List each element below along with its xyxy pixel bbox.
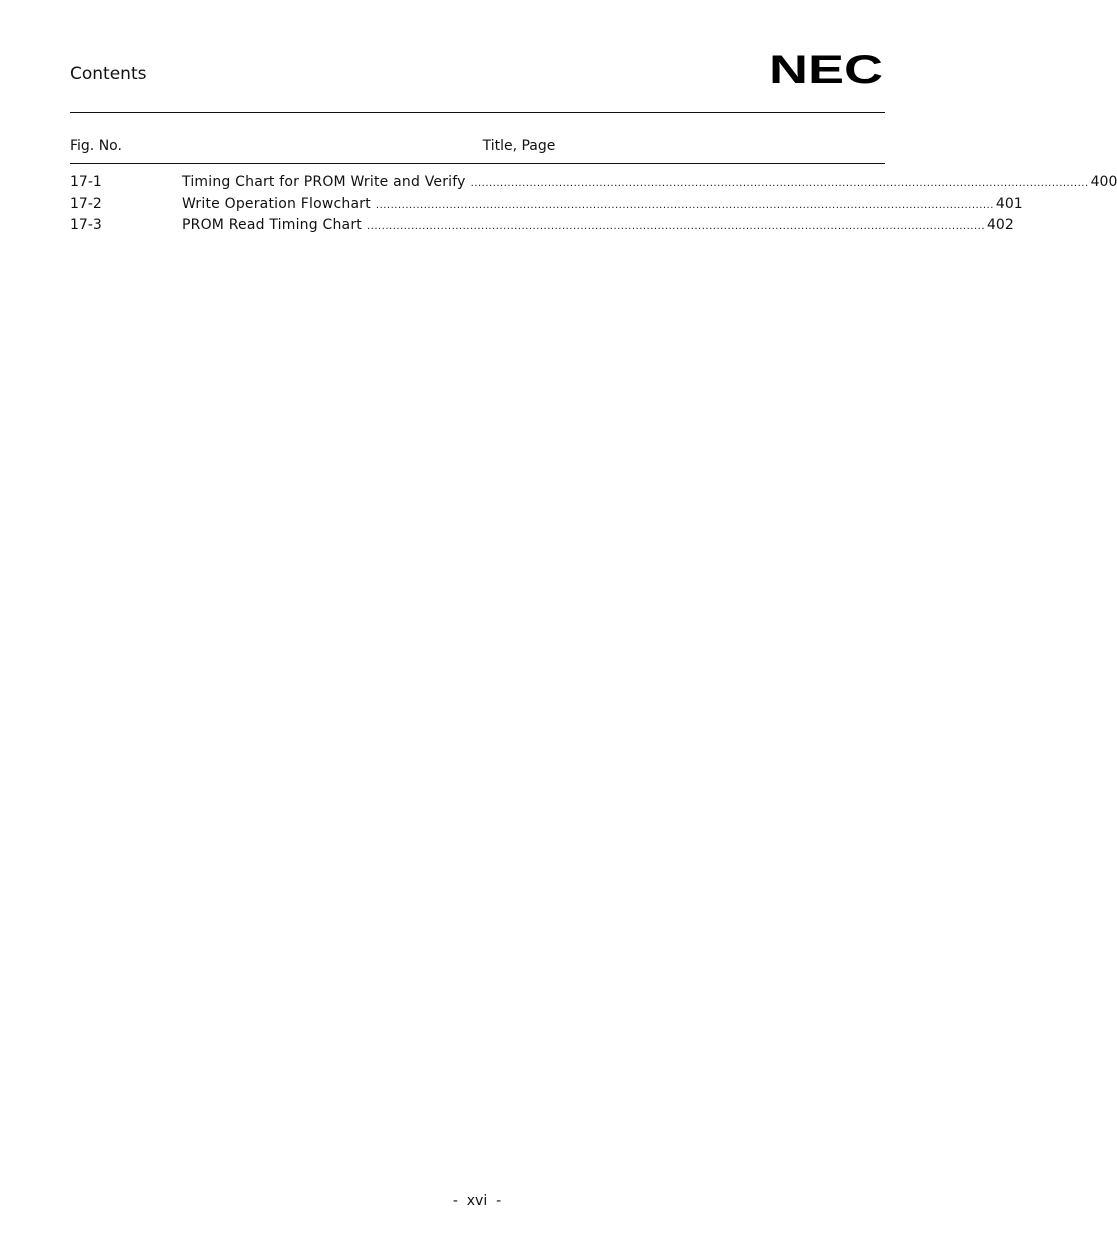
nec-logo [768, 48, 884, 92]
toc-entry-page: 400 [1090, 174, 1117, 190]
toc-entry-number: 17-2 [70, 195, 102, 212]
toc-entry-title: Write Operation Flowchart [182, 195, 371, 212]
toc-entry-page: 402 [987, 217, 1014, 233]
column-header-fig-no: Fig. No. [70, 138, 122, 154]
column-header-divider [70, 163, 885, 164]
toc-entry[interactable] [70, 215, 1014, 237]
toc-entry-page: 401 [995, 195, 1023, 212]
toc-entry-title: Timing Chart for PROM Write and Verify [182, 174, 466, 190]
toc-leader-dots: ........................................................................................................................................................................ [375, 199, 994, 211]
toc-entry[interactable] [70, 172, 1117, 194]
toc-leader-dots: ........................................................................................................................................................................ [470, 178, 1089, 189]
page-section-title: Contents [70, 64, 147, 84]
toc-entry-number: 17-1 [70, 174, 102, 190]
toc-entry-title: PROM Read Timing Chart [182, 217, 362, 233]
column-header-title-page: Title, Page [482, 138, 556, 154]
toc-entry[interactable] [70, 194, 1023, 216]
toc-leader-dots: ........................................................................................................................................................................ [366, 221, 985, 232]
figure-list [70, 172, 1117, 237]
header-divider [70, 112, 885, 113]
toc-entry-number: 17-3 [70, 217, 102, 233]
page-number: - xvi - [452, 1193, 502, 1209]
svg-text:NEC: NEC [769, 48, 883, 92]
